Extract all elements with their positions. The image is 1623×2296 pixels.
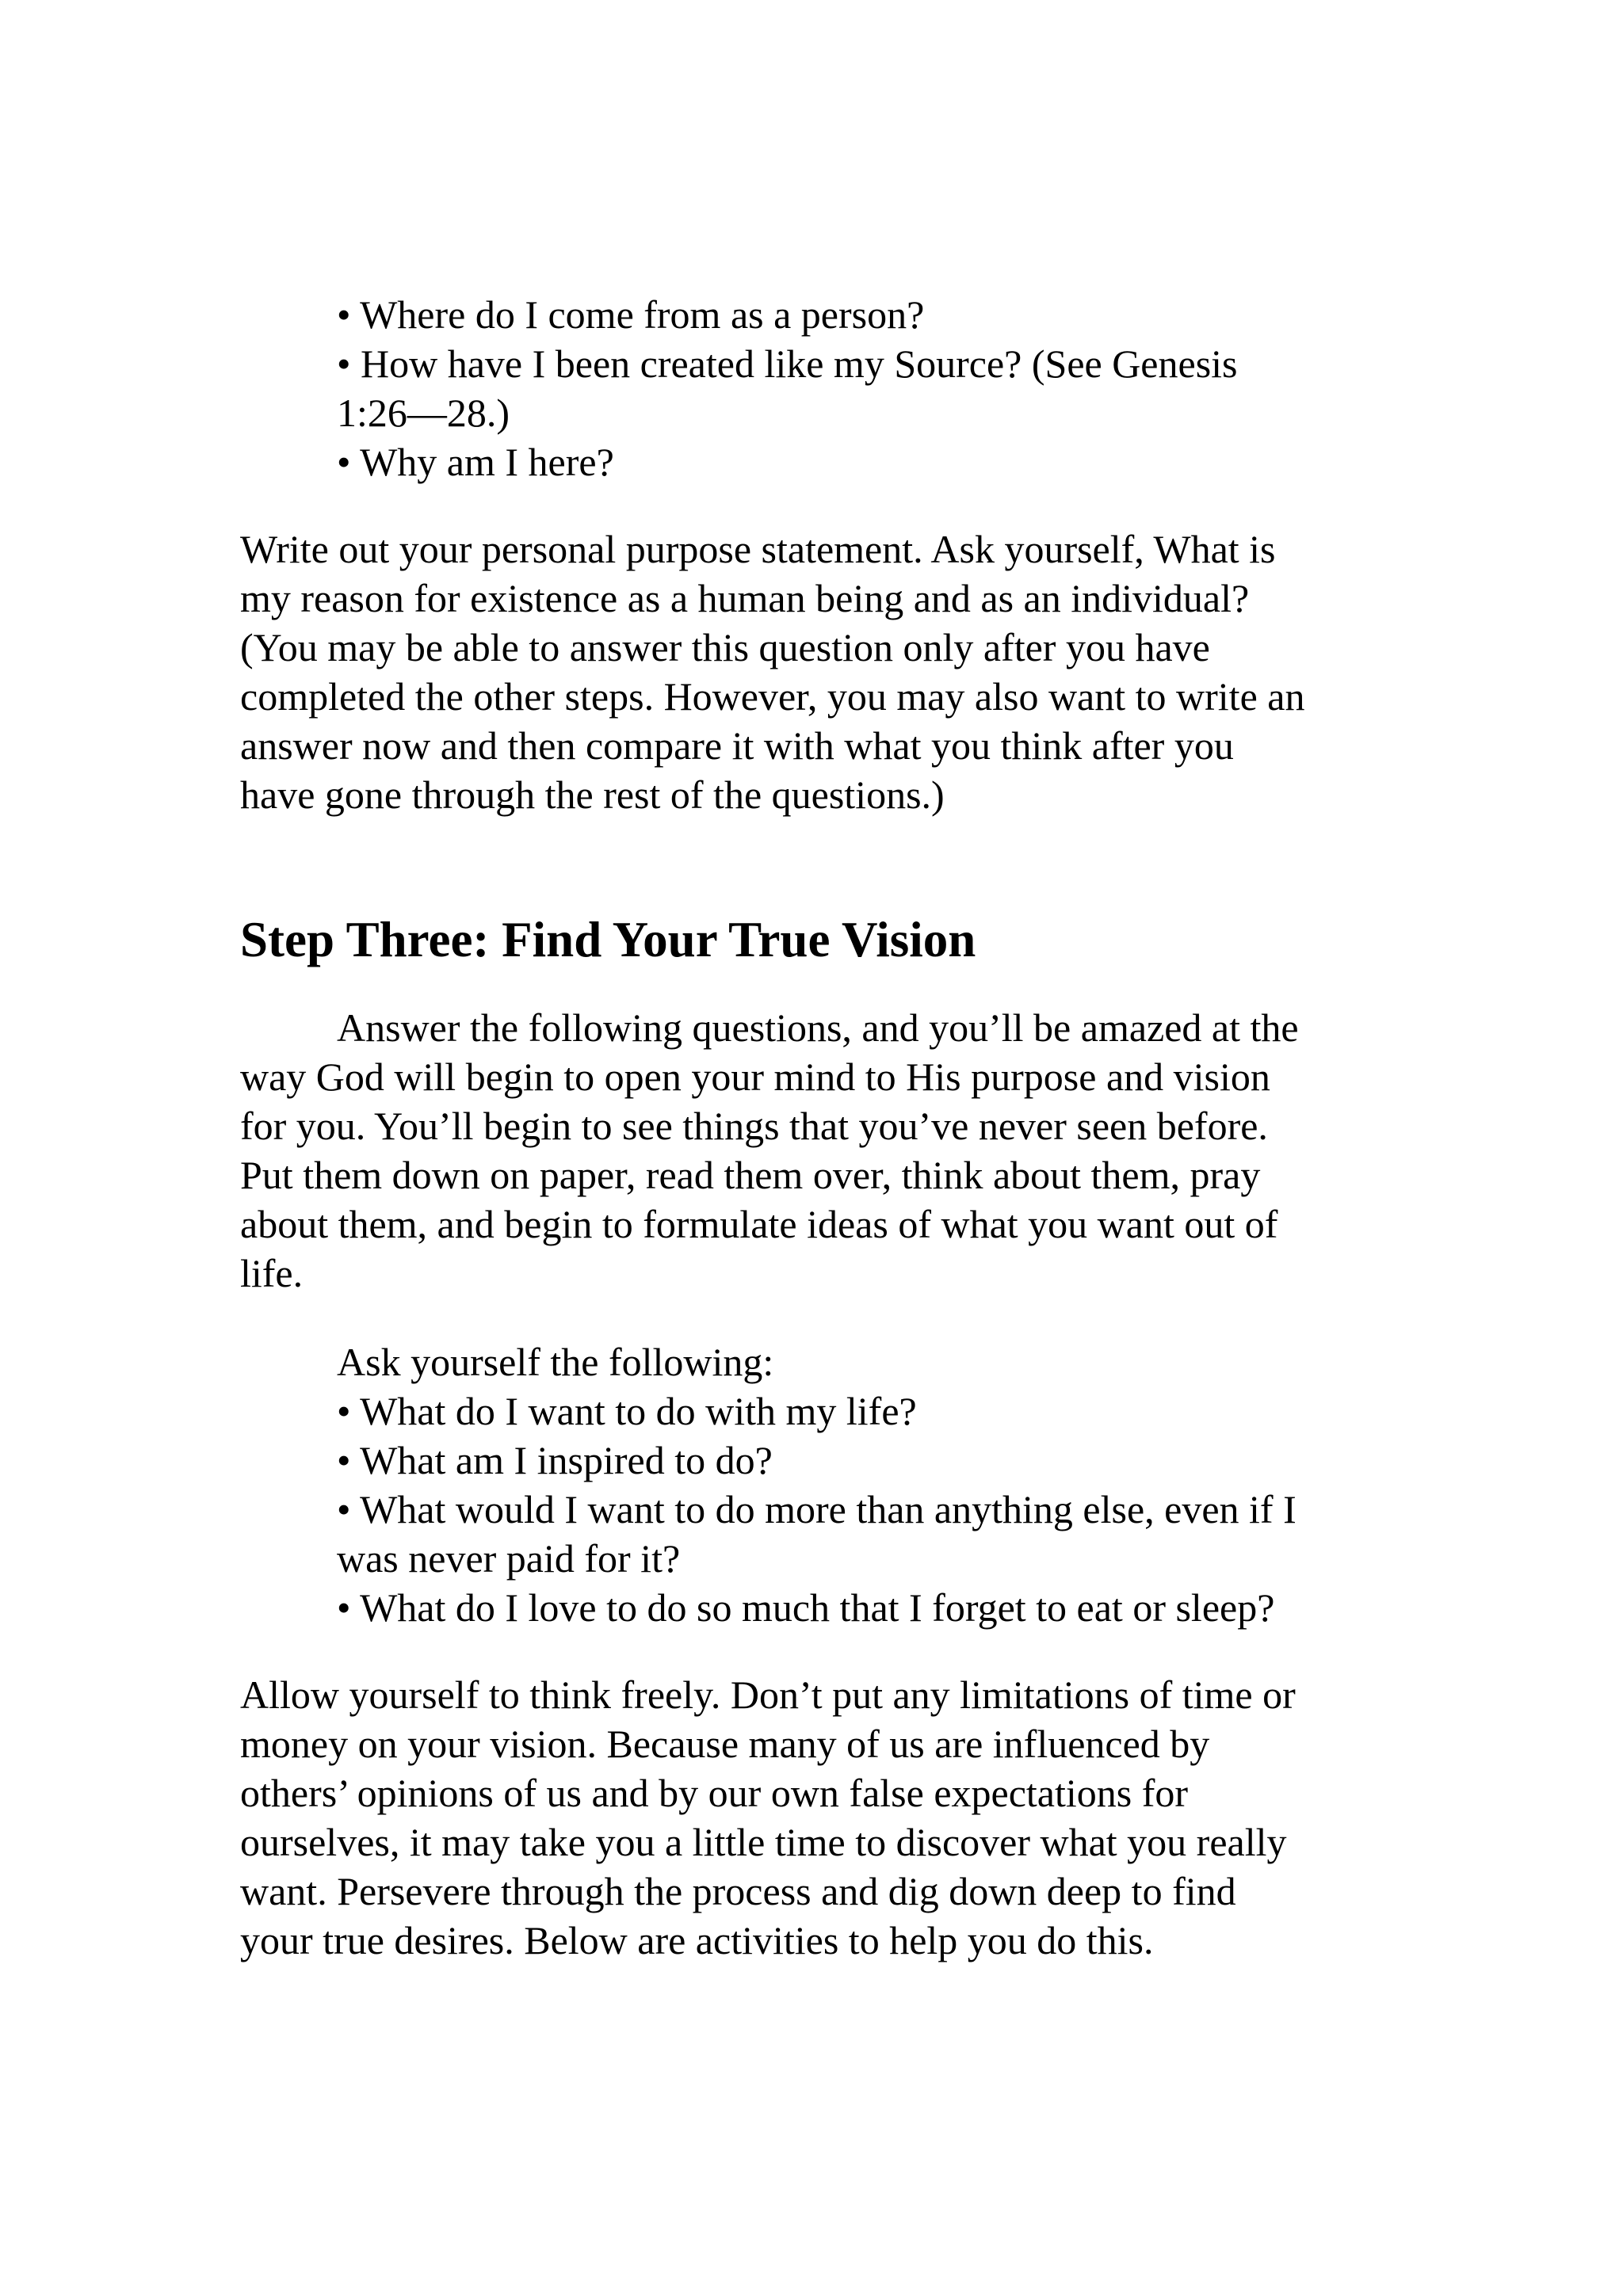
question-list-vision	[240, 1337, 1413, 1632]
paragraph-line: my reason for existence as a human being and as an individual?	[240, 576, 1250, 620]
bullet-item-continuation: was never paid for it?	[337, 1536, 681, 1581]
paragraph-line: your true desires. Below are activities to help you do this.	[240, 1918, 1154, 1962]
bullet-item: • Where do I come from as a person?	[337, 292, 925, 337]
paragraph-line: for you. You’ll begin to see things that you’ve never seen before.	[240, 1104, 1268, 1148]
paragraph-line: about them, and begin to formulate ideas of what you want out of	[240, 1202, 1278, 1246]
paragraph-line: (You may be able to answer this question only after you have	[240, 625, 1210, 669]
section-heading: Step Three: Find Your True Vision	[240, 912, 976, 967]
paragraph-line: want. Persevere through the process and dig down deep to find	[240, 1869, 1236, 1913]
paragraph-line: Allow yourself to think freely. Don’t put any limitations of time or	[240, 1672, 1296, 1717]
purpose-paragraph	[240, 524, 1413, 819]
question-list-top	[240, 290, 1413, 486]
paragraph-line: Write out your personal purpose statement. Ask yourself, What is	[240, 527, 1276, 571]
bullet-item: • Why am I here?	[337, 440, 614, 484]
paragraph-line: have gone through the rest of the questions.)	[240, 772, 945, 817]
list-lead: Ask yourself the following:	[337, 1340, 774, 1384]
bullet-item: • What do I love to do so much that I forget to eat or sleep?	[337, 1585, 1275, 1630]
paragraph-line: answer now and then compare it with what you think after you	[240, 723, 1234, 768]
paragraph-line: completed the other steps. However, you may also want to write an	[240, 674, 1305, 719]
bullet-item-continuation: 1:26—28.)	[337, 391, 510, 435]
bullet-item: • What am I inspired to do?	[337, 1438, 773, 1482]
paragraph-line: life.	[240, 1251, 304, 1295]
bullet-item: • What do I want to do with my life?	[337, 1389, 917, 1433]
paragraph-line: way God will begin to open your mind to His purpose and vision	[240, 1055, 1270, 1099]
bullet-item: • How have I been created like my Source? (See Genesis	[337, 341, 1238, 386]
intro-paragraph	[240, 1003, 1413, 1298]
bullet-item: • What would I want to do more than anything else, even if I	[337, 1487, 1296, 1531]
closing-paragraph	[240, 1670, 1413, 1965]
paragraph-line: Put them down on paper, read them over, think about them, pray	[240, 1153, 1261, 1197]
paragraph-line: ourselves, it may take you a little time to discover what you really	[240, 1820, 1287, 1864]
paragraph-line: money on your vision. Because many of us are influenced by	[240, 1722, 1210, 1766]
paragraph-line: others’ opinions of us and by our own false expectations for	[240, 1771, 1189, 1815]
paragraph-line: Answer the following questions, and you’ll be amazed at the	[337, 1005, 1299, 1050]
